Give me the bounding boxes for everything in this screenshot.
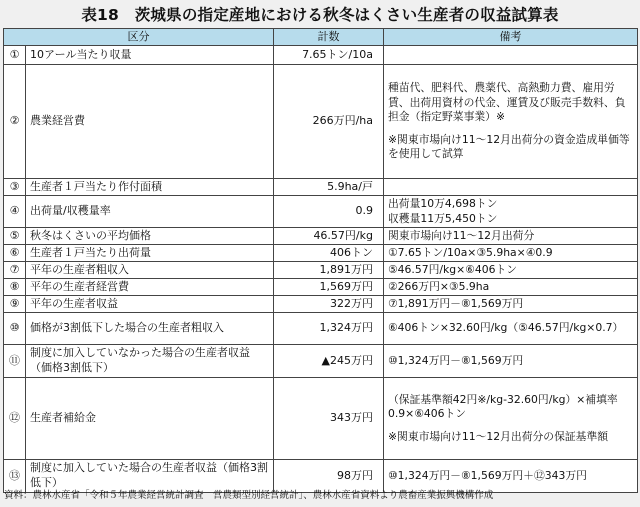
row-number: ① (4, 46, 26, 65)
table-row (4, 262, 638, 279)
row-number: ⑪ (4, 345, 26, 378)
row-value: 343万円 (274, 378, 384, 460)
note-text: 収穫量11万5,450トン (388, 211, 498, 225)
row-value: 1,569万円 (274, 279, 384, 296)
table-row (4, 279, 638, 296)
header-value: 計数 (274, 29, 384, 46)
note-text: 出荷量10万4,698トン (388, 196, 498, 210)
row-value: 406トン (274, 245, 384, 262)
row-number: ④ (4, 196, 26, 228)
row-note (384, 65, 638, 179)
row-label: 出荷量/収穫量率 (26, 196, 274, 228)
row-number: ② (4, 65, 26, 179)
row-value: 1,891万円 (274, 262, 384, 279)
row-note: 関東市場向け11～12月出荷分 (384, 228, 638, 245)
note-text: ※関東市場向け11～12月出荷分の資金造成単価等を使用して試算 (388, 132, 630, 161)
table-row (4, 378, 638, 460)
row-value: 5.9ha/戸 (274, 179, 384, 196)
row-note: ⑩1,324万円－⑧1,569万円 (384, 345, 638, 378)
source-footnote: 資料：農林水産省「令和５年農業経営統計調査 営農類型別経営統計」、農林水産省資料より農畜産業振興機構作成 (4, 490, 494, 501)
row-label: 価格が3割低下した場合の生産者粗収入 (26, 313, 274, 345)
note-text: （保証基準額42円※/kg-32.60円/kg）×補填率0.9×⑥406トン (388, 392, 618, 421)
note-text: 種苗代、肥料代、農薬代、高熱動力費、雇用労賃、出荷用資材の代金、運賃及び販売手数料、負担金（指定野菜事業）※ (388, 81, 626, 124)
row-number: ⑤ (4, 228, 26, 245)
header-row (4, 29, 638, 46)
row-number: ⑦ (4, 262, 26, 279)
row-value: 0.9 (274, 196, 384, 228)
row-label: 農業経営費 (26, 65, 274, 179)
table-row (4, 245, 638, 262)
row-value: 98万円 (274, 460, 384, 493)
row-number: ⑬ (4, 460, 26, 493)
row-value: ▲245万円 (274, 345, 384, 378)
row-note: ②266万円×③5.9ha (384, 279, 638, 296)
row-note (384, 378, 638, 460)
row-value: 7.65トン/10a (274, 46, 384, 65)
row-value: 266万円/ha (274, 65, 384, 179)
table-row (4, 46, 638, 65)
table-row (4, 196, 638, 228)
row-note (384, 46, 638, 65)
row-number: ⑥ (4, 245, 26, 262)
table-row (4, 460, 638, 493)
header-note: 備考 (384, 29, 638, 46)
row-note: ⑤46.57円/kg×⑥406トン (384, 262, 638, 279)
row-label: 制度に加入していなかった場合の生産者収益（価格3割低下） (26, 345, 274, 378)
table-row (4, 345, 638, 378)
table-row (4, 228, 638, 245)
row-label: 生産者補給金 (26, 378, 274, 460)
row-label: 10アール当たり収量 (26, 46, 274, 65)
revenue-table (3, 28, 638, 493)
table-row (4, 65, 638, 179)
table-row (4, 296, 638, 313)
row-label: 生産者１戸当たり出荷量 (26, 245, 274, 262)
row-label: 制度に加入していた場合の生産者収益（価格3割低下） (26, 460, 274, 493)
row-value: 322万円 (274, 296, 384, 313)
row-label: 平年の生産者経営費 (26, 279, 274, 296)
table-row (4, 179, 638, 196)
table-title: 表18 茨城県の指定産地における秋冬はくさい生産者の収益試算表 (81, 6, 559, 24)
row-label: 秋冬はくさいの平均価格 (26, 228, 274, 245)
row-note (384, 196, 638, 228)
row-value: 1,324万円 (274, 313, 384, 345)
row-value: 46.57円/kg (274, 228, 384, 245)
row-number: ⑧ (4, 279, 26, 296)
table-row (4, 313, 638, 345)
row-label: 生産者１戸当たり作付面積 (26, 179, 274, 196)
note-text: ※関東市場向け11～12月出荷分の保証基準額 (388, 429, 609, 443)
row-number: ③ (4, 179, 26, 196)
row-number: ⑨ (4, 296, 26, 313)
header-category: 区分 (4, 29, 274, 46)
row-note: ①7.65トン/10a×③5.9ha×④0.9 (384, 245, 638, 262)
row-label: 平年の生産者収益 (26, 296, 274, 313)
row-note: ⑦1,891万円－⑧1,569万円 (384, 296, 638, 313)
row-note: ⑩1,324万円－⑧1,569万円＋⑫343万円 (384, 460, 638, 493)
row-note: ⑥406トン×32.60円/kg（⑤46.57円/kg×0.7） (384, 313, 638, 345)
row-number: ⑫ (4, 378, 26, 460)
row-number: ⑩ (4, 313, 26, 345)
row-note (384, 179, 638, 196)
row-label: 平年の生産者粗収入 (26, 262, 274, 279)
